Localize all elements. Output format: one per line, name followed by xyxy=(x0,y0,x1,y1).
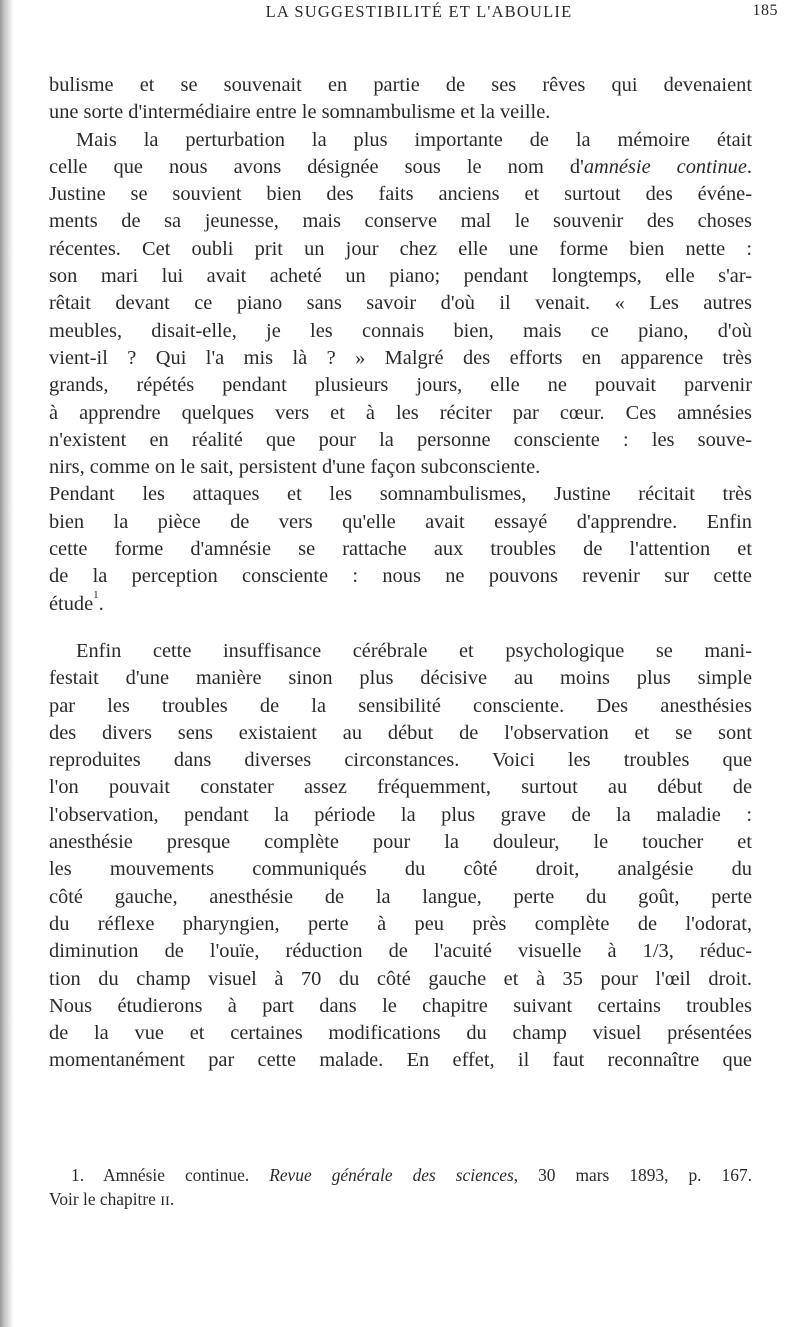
footnotes xyxy=(49,1163,752,1211)
body-text xyxy=(49,72,752,1075)
page-spine-shadow xyxy=(0,0,14,1327)
text-line: meubles, disait-elle, je les connais bien, mais ce piano, d'où xyxy=(49,319,752,342)
text-line: une sorte d'intermédiaire entre le somnambulisme et la veille. xyxy=(49,101,551,124)
paragraph-1 xyxy=(49,72,752,127)
text-line: l'on pouvait constater assez fréquemment, surtout au début de xyxy=(49,776,752,799)
text-line xyxy=(49,638,752,665)
text-line: diminution de l'ouïe, réduction de l'acuité visuelle à 1/3, réduc- xyxy=(49,940,752,963)
running-title: LA SUGGESTIBILITÉ ET L'ABOULIE xyxy=(265,2,573,21)
footnote-ref[interactable]: 1 xyxy=(93,588,99,601)
text-span: . xyxy=(98,592,104,615)
text-line: côté gauche, anesthésie de la langue, perte du goût, perte xyxy=(49,885,752,908)
text-line: grands, répétés pendant plusieurs jours, elle ne pouvait parvenir xyxy=(49,374,752,397)
footnote-line xyxy=(49,1163,752,1187)
text-line: Nous étudierons à part dans le chapitre suivant certains troubles xyxy=(49,994,752,1017)
text-line xyxy=(49,127,752,154)
text-line: récentes. Cet oubli prit un jour chez elle une forme bien nette : xyxy=(49,237,752,260)
text-line: Pendant les attaques et les somnambulismes, Justine récitait très xyxy=(49,483,752,506)
paragraph-2 xyxy=(49,127,752,618)
text-line: l'observation, pendant la période la plus grave de la maladie : xyxy=(49,803,752,826)
text-line: ments de sa jeunesse, mais conserve mal le souvenir des choses xyxy=(49,210,752,233)
footnote-line: Voir le chapitre ɪɪ. xyxy=(49,1189,175,1209)
text-line: festait d'une manière sinon plus décisive au moins plus simple xyxy=(49,667,752,690)
text-line: des divers sens existaient au début de l'observation et se sont xyxy=(49,721,752,744)
text-line: bulisme et se souvenait en partie de ses rêves qui devenaient xyxy=(49,74,752,96)
text-line: rêtait devant ce piano sans savoir d'où il venait. « Les autres xyxy=(49,292,752,315)
text-line: momentanément par cette malade. En effet, il faut reconnaître que xyxy=(49,1049,752,1072)
text-line: nirs, comme on le sait, persistent d'une façon subconsciente. xyxy=(49,456,541,479)
running-head xyxy=(60,2,778,28)
text-line: les mouvements communiqués du côté droit, analgésie du xyxy=(49,858,752,881)
text-line: Justine se souvient bien des faits anciens et surtout des événe- xyxy=(49,183,752,206)
text-span: , 30 mars 1893, p. 167. xyxy=(513,1165,752,1185)
text-line: bien la pièce de vers qu'elle avait essayé d'apprendre. Enfin xyxy=(49,510,752,533)
text-line: tion du champ visuel à 70 du côté gauche et à 35 pour l'œil droit. xyxy=(49,967,752,990)
text-span: étude xyxy=(49,592,94,615)
text-line: à apprendre quelques vers et à les réciter par cœur. Ces amnésies xyxy=(49,401,752,424)
text-line xyxy=(49,588,752,618)
text-line: de la perception consciente : nous ne pouvons revenir sur cette xyxy=(49,565,752,588)
text-line: cette forme d'amnésie se rattache aux troubles de l'attention et xyxy=(49,538,752,561)
text-span: celle que nous avons désignée sous le nom d' xyxy=(49,155,584,178)
paragraph-3 xyxy=(49,638,752,1075)
text-line: vient-il ? Qui l'a mis là ? » Malgré des efforts en apparence très xyxy=(49,346,752,369)
text-line: du réflexe pharyngien, perte à peu près complète de l'odorat, xyxy=(49,912,752,935)
text-line: son mari lui avait acheté un piano; pendant longtemps, elle s'ar- xyxy=(49,265,752,288)
text-span: Enfin cette insuffisance cérébrale et psychologique se mani- xyxy=(76,639,752,662)
text-line: n'existent en réalité que pour la personne consciente : les souve- xyxy=(49,428,752,451)
text-line: de la vue et certaines modifications du champ visuel présentées xyxy=(49,1022,752,1045)
journal-title: Revue générale des sciences xyxy=(269,1165,514,1185)
paragraph-gap xyxy=(49,618,752,638)
italic-term: amnésie continue xyxy=(583,155,747,178)
text-line: anesthésie presque complète pour la douleur, le toucher et xyxy=(49,831,752,854)
text-span: Mais la perturbation la plus importante de la mémoire était xyxy=(76,128,752,151)
text-line: par les troubles de la sensibilité consciente. Des anesthésies xyxy=(49,694,752,717)
page-number: 185 xyxy=(752,2,778,19)
text-span: 1. Amnésie continue. xyxy=(71,1165,270,1185)
text-line: reproduites dans diverses circonstances. Voici les troubles que xyxy=(49,749,752,772)
text-line xyxy=(49,154,752,181)
text-span: . xyxy=(746,155,752,178)
